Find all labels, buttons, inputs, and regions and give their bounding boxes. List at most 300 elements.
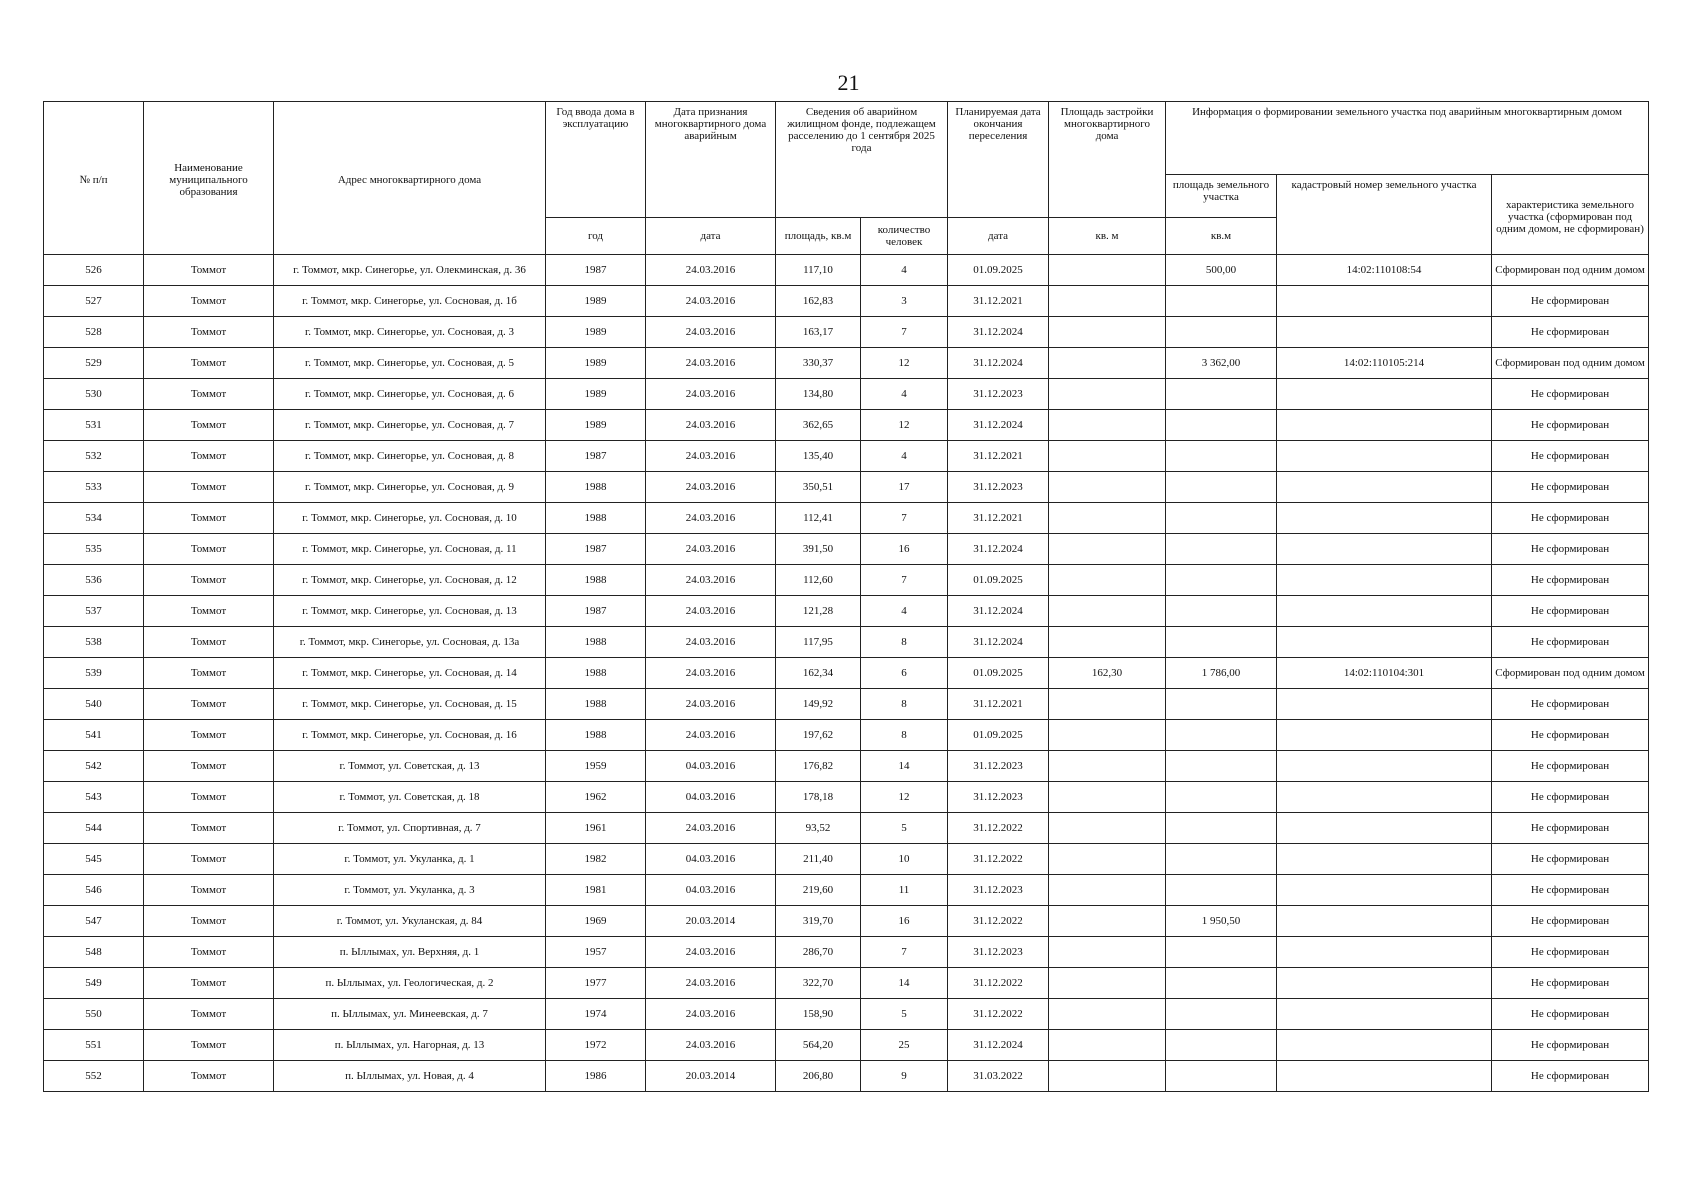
- cell-no: 543: [44, 782, 144, 813]
- table-row: [44, 596, 1649, 627]
- cell-cadastral: [1277, 689, 1492, 720]
- cell-municipality: Томмот: [144, 782, 274, 813]
- cell-people: 14: [861, 751, 948, 782]
- cell-cadastral: [1277, 782, 1492, 813]
- cell-recognition-date: 24.03.2016: [646, 503, 776, 534]
- cell-recognition-date: 24.03.2016: [646, 720, 776, 751]
- cell-municipality: Томмот: [144, 1061, 274, 1092]
- cell-land-area: [1166, 317, 1277, 348]
- cell-building-area: [1049, 782, 1166, 813]
- cell-cadastral: [1277, 999, 1492, 1030]
- cell-address: г. Томмот, мкр. Синегорье, ул. Сосновая, д. 15: [274, 689, 546, 720]
- cell-area: 112,41: [776, 503, 861, 534]
- cell-year: 1988: [546, 627, 646, 658]
- cell-recognition-date: 24.03.2016: [646, 348, 776, 379]
- cell-cadastral: [1277, 410, 1492, 441]
- cell-planned-end: 31.12.2023: [948, 875, 1049, 906]
- cell-cadastral: [1277, 286, 1492, 317]
- cell-planned-end: 31.12.2023: [948, 751, 1049, 782]
- cell-building-area: [1049, 968, 1166, 999]
- cell-recognition-date: 24.03.2016: [646, 255, 776, 286]
- cell-year: 1961: [546, 813, 646, 844]
- cell-building-area: [1049, 875, 1166, 906]
- cell-recognition-date: 24.03.2016: [646, 627, 776, 658]
- table-row: [44, 720, 1649, 751]
- cell-no: 548: [44, 937, 144, 968]
- cell-land-status: Не сформирован: [1492, 317, 1649, 348]
- cell-people: 25: [861, 1030, 948, 1061]
- cell-address: г. Томмот, мкр. Синегорье, ул. Сосновая, д. 10: [274, 503, 546, 534]
- cell-no: 536: [44, 565, 144, 596]
- cell-people: 4: [861, 255, 948, 286]
- cell-building-area: [1049, 906, 1166, 937]
- cell-area: 135,40: [776, 441, 861, 472]
- header-municipality: Наименование муниципального образования: [144, 102, 274, 255]
- cell-land-status: Не сформирован: [1492, 534, 1649, 565]
- cell-no: 541: [44, 720, 144, 751]
- cell-cadastral: [1277, 534, 1492, 565]
- cell-cadastral: [1277, 472, 1492, 503]
- cell-year: 1981: [546, 875, 646, 906]
- cell-address: г. Томмот, мкр. Синегорье, ул. Сосновая, д. 9: [274, 472, 546, 503]
- cell-planned-end: 31.12.2022: [948, 968, 1049, 999]
- cell-people: 17: [861, 472, 948, 503]
- cell-planned-end: 01.09.2025: [948, 565, 1049, 596]
- cell-year: 1988: [546, 503, 646, 534]
- cell-year: 1987: [546, 534, 646, 565]
- cell-building-area: [1049, 472, 1166, 503]
- table-row: [44, 1030, 1649, 1061]
- cell-land-status: Не сформирован: [1492, 1030, 1649, 1061]
- cell-planned-end: 31.12.2024: [948, 1030, 1049, 1061]
- cell-planned-end: 31.12.2023: [948, 379, 1049, 410]
- cell-area: 117,10: [776, 255, 861, 286]
- cell-no: 547: [44, 906, 144, 937]
- cell-no: 530: [44, 379, 144, 410]
- cell-area: 162,83: [776, 286, 861, 317]
- cell-recognition-date: 24.03.2016: [646, 565, 776, 596]
- header-recognition-date: Дата признания многоквартирного дома аварийным: [646, 102, 776, 218]
- cell-address: г. Томмот, ул. Укуланка, д. 1: [274, 844, 546, 875]
- cell-land-status: Не сформирован: [1492, 844, 1649, 875]
- cell-people: 12: [861, 348, 948, 379]
- cell-municipality: Томмот: [144, 875, 274, 906]
- cell-no: 531: [44, 410, 144, 441]
- cell-cadastral: 14:02:110105:214: [1277, 348, 1492, 379]
- cell-year: 1957: [546, 937, 646, 968]
- table-row: [44, 1061, 1649, 1092]
- cell-building-area: [1049, 1030, 1166, 1061]
- cell-address: г. Томмот, ул. Укуланка, д. 3: [274, 875, 546, 906]
- cell-year: 1988: [546, 720, 646, 751]
- cell-area: 211,40: [776, 844, 861, 875]
- cell-land-area: [1166, 751, 1277, 782]
- cell-recognition-date: 24.03.2016: [646, 968, 776, 999]
- header-unit-sqm: кв. м: [1049, 218, 1166, 255]
- cell-recognition-date: 24.03.2016: [646, 317, 776, 348]
- cell-land-status: Не сформирован: [1492, 472, 1649, 503]
- cell-recognition-date: 24.03.2016: [646, 658, 776, 689]
- cell-year: 1974: [546, 999, 646, 1030]
- cell-building-area: [1049, 844, 1166, 875]
- cell-no: 538: [44, 627, 144, 658]
- cell-people: 4: [861, 596, 948, 627]
- table-row: [44, 658, 1649, 689]
- cell-land-status: Сформирован под одним домом: [1492, 348, 1649, 379]
- cell-area: 149,92: [776, 689, 861, 720]
- table-row: [44, 255, 1649, 286]
- cell-year: 1986: [546, 1061, 646, 1092]
- cell-people: 8: [861, 720, 948, 751]
- cell-building-area: [1049, 286, 1166, 317]
- cell-land-status: Сформирован под одним домом: [1492, 255, 1649, 286]
- cell-municipality: Томмот: [144, 317, 274, 348]
- cell-no: 533: [44, 472, 144, 503]
- cell-area: 117,95: [776, 627, 861, 658]
- cell-building-area: 162,30: [1049, 658, 1166, 689]
- cell-no: 542: [44, 751, 144, 782]
- cell-building-area: [1049, 813, 1166, 844]
- cell-year: 1989: [546, 317, 646, 348]
- cell-land-area: [1166, 286, 1277, 317]
- cell-area: 93,52: [776, 813, 861, 844]
- cell-building-area: [1049, 596, 1166, 627]
- cell-land-status: Не сформирован: [1492, 565, 1649, 596]
- cell-municipality: Томмот: [144, 534, 274, 565]
- cell-cadastral: [1277, 720, 1492, 751]
- cell-building-area: [1049, 720, 1166, 751]
- cell-building-area: [1049, 379, 1166, 410]
- cell-address: г. Томмот, ул. Укуланская, д. 84: [274, 906, 546, 937]
- cell-building-area: [1049, 255, 1166, 286]
- table-row: [44, 751, 1649, 782]
- cell-land-status: Не сформирован: [1492, 503, 1649, 534]
- cell-municipality: Томмот: [144, 844, 274, 875]
- cell-land-area: 1 786,00: [1166, 658, 1277, 689]
- cell-land-status: Не сформирован: [1492, 441, 1649, 472]
- cell-land-status: Не сформирован: [1492, 999, 1649, 1030]
- cell-cadastral: [1277, 441, 1492, 472]
- cell-year: 1987: [546, 255, 646, 286]
- table-row: [44, 410, 1649, 441]
- cell-planned-end: 31.12.2021: [948, 689, 1049, 720]
- table-row: [44, 534, 1649, 565]
- cell-municipality: Томмот: [144, 1030, 274, 1061]
- cell-cadastral: [1277, 844, 1492, 875]
- cell-cadastral: [1277, 968, 1492, 999]
- cell-people: 4: [861, 441, 948, 472]
- table-row: [44, 844, 1649, 875]
- cell-area: 176,82: [776, 751, 861, 782]
- cell-planned-end: 31.12.2022: [948, 813, 1049, 844]
- cell-planned-end: 31.12.2022: [948, 906, 1049, 937]
- cell-land-status: Не сформирован: [1492, 937, 1649, 968]
- cell-address: п. Ыллымах, ул. Верхняя, д. 1: [274, 937, 546, 968]
- cell-no: 535: [44, 534, 144, 565]
- cell-planned-end: 01.09.2025: [948, 255, 1049, 286]
- table-row: [44, 286, 1649, 317]
- cell-land-status: Не сформирован: [1492, 596, 1649, 627]
- cell-recognition-date: 04.03.2016: [646, 875, 776, 906]
- cell-no: 532: [44, 441, 144, 472]
- cell-address: г. Томмот, мкр. Синегорье, ул. Сосновая, д. 12: [274, 565, 546, 596]
- cell-cadastral: [1277, 1061, 1492, 1092]
- cell-land-area: [1166, 503, 1277, 534]
- cell-municipality: Томмот: [144, 968, 274, 999]
- cell-no: 539: [44, 658, 144, 689]
- cell-address: п. Ыллымах, ул. Геологическая, д. 2: [274, 968, 546, 999]
- table-row: [44, 317, 1649, 348]
- cell-people: 7: [861, 317, 948, 348]
- table-body: [44, 255, 1649, 1092]
- cell-address: г. Томмот, ул. Советская, д. 13: [274, 751, 546, 782]
- cell-cadastral: [1277, 317, 1492, 348]
- cell-land-status: Не сформирован: [1492, 720, 1649, 751]
- table-header: [44, 102, 1649, 255]
- cell-land-area: [1166, 410, 1277, 441]
- cell-people: 12: [861, 782, 948, 813]
- cell-address: г. Томмот, мкр. Синегорье, ул. Сосновая, д. 7: [274, 410, 546, 441]
- cell-area: 162,34: [776, 658, 861, 689]
- cell-cadastral: [1277, 751, 1492, 782]
- cell-planned-end: 31.12.2024: [948, 627, 1049, 658]
- table-row: [44, 875, 1649, 906]
- header-land-area: площадь земельного участка: [1166, 175, 1277, 218]
- cell-land-area: [1166, 689, 1277, 720]
- cell-cadastral: 14:02:110104:301: [1277, 658, 1492, 689]
- table-row: [44, 472, 1649, 503]
- cell-building-area: [1049, 999, 1166, 1030]
- cell-land-status: Не сформирован: [1492, 751, 1649, 782]
- cell-people: 5: [861, 999, 948, 1030]
- cell-recognition-date: 24.03.2016: [646, 534, 776, 565]
- cell-land-area: [1166, 627, 1277, 658]
- cell-year: 1988: [546, 689, 646, 720]
- cell-address: г. Томмот, мкр. Синегорье, ул. Сосновая, д. 16: [274, 720, 546, 751]
- cell-municipality: Томмот: [144, 906, 274, 937]
- cell-no: 544: [44, 813, 144, 844]
- cell-no: 540: [44, 689, 144, 720]
- cell-people: 7: [861, 937, 948, 968]
- cell-land-area: [1166, 441, 1277, 472]
- cell-municipality: Томмот: [144, 627, 274, 658]
- cell-planned-end: 31.12.2021: [948, 286, 1049, 317]
- table-row: [44, 782, 1649, 813]
- cell-planned-end: 31.12.2024: [948, 596, 1049, 627]
- cell-recognition-date: 24.03.2016: [646, 379, 776, 410]
- cell-building-area: [1049, 751, 1166, 782]
- cell-no: 545: [44, 844, 144, 875]
- cell-building-area: [1049, 1061, 1166, 1092]
- cell-people: 12: [861, 410, 948, 441]
- cell-area: 112,60: [776, 565, 861, 596]
- cell-planned-end: 31.12.2024: [948, 410, 1049, 441]
- cell-land-status: Не сформирован: [1492, 813, 1649, 844]
- cell-planned-end: 01.09.2025: [948, 658, 1049, 689]
- cell-area: 121,28: [776, 596, 861, 627]
- cell-land-area: [1166, 999, 1277, 1030]
- header-emergency-info: Сведения об аварийном жилищном фонде, подлежащем расселению до 1 сентября 2025 года: [776, 102, 948, 218]
- cell-recognition-date: 24.03.2016: [646, 813, 776, 844]
- cell-address: п. Ыллымах, ул. Новая, д. 4: [274, 1061, 546, 1092]
- header-building-area: Площадь застройки многоквартирного дома: [1049, 102, 1166, 218]
- cell-people: 16: [861, 906, 948, 937]
- cell-municipality: Томмот: [144, 565, 274, 596]
- cell-people: 10: [861, 844, 948, 875]
- cell-land-status: Не сформирован: [1492, 906, 1649, 937]
- cell-cadastral: [1277, 813, 1492, 844]
- cell-land-status: Сформирован под одним домом: [1492, 658, 1649, 689]
- cell-area: 391,50: [776, 534, 861, 565]
- cell-municipality: Томмот: [144, 441, 274, 472]
- cell-land-area: [1166, 782, 1277, 813]
- cell-land-status: Не сформирован: [1492, 689, 1649, 720]
- cell-land-area: [1166, 968, 1277, 999]
- cell-area: 564,20: [776, 1030, 861, 1061]
- cell-area: 219,60: [776, 875, 861, 906]
- cell-area: 158,90: [776, 999, 861, 1030]
- cell-no: 546: [44, 875, 144, 906]
- header-year-built: Год ввода дома в эксплуатацию: [546, 102, 646, 218]
- cell-no: 534: [44, 503, 144, 534]
- cell-people: 7: [861, 503, 948, 534]
- cell-building-area: [1049, 565, 1166, 596]
- cell-building-area: [1049, 348, 1166, 379]
- cell-area: 330,37: [776, 348, 861, 379]
- cell-municipality: Томмот: [144, 658, 274, 689]
- header-planned-end: Планируемая дата окончания переселения: [948, 102, 1049, 218]
- cell-people: 5: [861, 813, 948, 844]
- cell-land-status: Не сформирован: [1492, 1061, 1649, 1092]
- cell-people: 7: [861, 565, 948, 596]
- header-land-info: Информация о формировании земельного участка под аварийным многоквартирным домом: [1166, 102, 1649, 175]
- cell-building-area: [1049, 534, 1166, 565]
- cell-address: г. Томмот, мкр. Синегорье, ул. Олекминская, д. 36: [274, 255, 546, 286]
- cell-address: г. Томмот, мкр. Синегорье, ул. Сосновая, д. 8: [274, 441, 546, 472]
- cell-no: 537: [44, 596, 144, 627]
- cell-no: 526: [44, 255, 144, 286]
- cell-year: 1989: [546, 348, 646, 379]
- cell-planned-end: 31.03.2022: [948, 1061, 1049, 1092]
- header-unit-people: количество человек: [861, 218, 948, 255]
- cell-land-status: Не сформирован: [1492, 968, 1649, 999]
- cell-cadastral: [1277, 1030, 1492, 1061]
- cell-planned-end: 31.12.2021: [948, 503, 1049, 534]
- cell-cadastral: [1277, 596, 1492, 627]
- cell-no: 527: [44, 286, 144, 317]
- cell-land-area: 3 362,00: [1166, 348, 1277, 379]
- cell-land-area: [1166, 379, 1277, 410]
- cell-building-area: [1049, 410, 1166, 441]
- header-cadastral: кадастровый номер земельного участка: [1277, 175, 1492, 255]
- cell-land-area: [1166, 565, 1277, 596]
- cell-recognition-date: 24.03.2016: [646, 472, 776, 503]
- cell-no: 549: [44, 968, 144, 999]
- cell-address: п. Ыллымах, ул. Нагорная, д. 13: [274, 1030, 546, 1061]
- table-row: [44, 689, 1649, 720]
- cell-land-status: Не сформирован: [1492, 875, 1649, 906]
- cell-municipality: Томмот: [144, 286, 274, 317]
- cell-people: 16: [861, 534, 948, 565]
- cell-planned-end: 31.12.2023: [948, 472, 1049, 503]
- cell-cadastral: [1277, 379, 1492, 410]
- cell-people: 14: [861, 968, 948, 999]
- cell-area: 163,17: [776, 317, 861, 348]
- cell-land-area: [1166, 813, 1277, 844]
- cell-municipality: Томмот: [144, 410, 274, 441]
- header-unit-area: площадь, кв.м: [776, 218, 861, 255]
- cell-cadastral: [1277, 875, 1492, 906]
- cell-address: г. Томмот, ул. Спортивная, д. 7: [274, 813, 546, 844]
- cell-recognition-date: 24.03.2016: [646, 410, 776, 441]
- cell-no: 551: [44, 1030, 144, 1061]
- header-land-status: характеристика земельного участка (сформирован под одним домом, не сформирован): [1492, 175, 1649, 255]
- cell-area: 322,70: [776, 968, 861, 999]
- cell-year: 1969: [546, 906, 646, 937]
- cell-planned-end: 31.12.2024: [948, 348, 1049, 379]
- cell-cadastral: [1277, 503, 1492, 534]
- cell-building-area: [1049, 937, 1166, 968]
- cell-cadastral: [1277, 937, 1492, 968]
- emergency-housing-table: [43, 101, 1649, 1092]
- cell-address: г. Томмот, мкр. Синегорье, ул. Сосновая, д. 5: [274, 348, 546, 379]
- cell-land-status: Не сформирован: [1492, 627, 1649, 658]
- cell-planned-end: 31.12.2023: [948, 937, 1049, 968]
- cell-building-area: [1049, 317, 1166, 348]
- cell-recognition-date: 24.03.2016: [646, 286, 776, 317]
- cell-recognition-date: 24.03.2016: [646, 999, 776, 1030]
- header-unit-date: дата: [646, 218, 776, 255]
- cell-land-area: [1166, 534, 1277, 565]
- cell-planned-end: 31.12.2023: [948, 782, 1049, 813]
- cell-municipality: Томмот: [144, 689, 274, 720]
- header-unit-date-end: дата: [948, 218, 1049, 255]
- cell-recognition-date: 24.03.2016: [646, 596, 776, 627]
- cell-area: 134,80: [776, 379, 861, 410]
- cell-planned-end: 31.12.2022: [948, 844, 1049, 875]
- table-row: [44, 565, 1649, 596]
- cell-address: г. Томмот, мкр. Синегорье, ул. Сосновая, д. 3: [274, 317, 546, 348]
- table-row: [44, 906, 1649, 937]
- cell-recognition-date: 04.03.2016: [646, 782, 776, 813]
- cell-year: 1989: [546, 410, 646, 441]
- cell-municipality: Томмот: [144, 596, 274, 627]
- cell-planned-end: 31.12.2024: [948, 317, 1049, 348]
- cell-municipality: Томмот: [144, 999, 274, 1030]
- cell-address: г. Томмот, мкр. Синегорье, ул. Сосновая, д. 14: [274, 658, 546, 689]
- cell-recognition-date: 04.03.2016: [646, 751, 776, 782]
- cell-land-area: [1166, 844, 1277, 875]
- cell-recognition-date: 24.03.2016: [646, 689, 776, 720]
- cell-land-status: Не сформирован: [1492, 379, 1649, 410]
- cell-people: 4: [861, 379, 948, 410]
- cell-people: 8: [861, 627, 948, 658]
- cell-year: 1989: [546, 379, 646, 410]
- cell-address: г. Томмот, мкр. Синегорье, ул. Сосновая, д. 11: [274, 534, 546, 565]
- cell-planned-end: 01.09.2025: [948, 720, 1049, 751]
- cell-municipality: Томмот: [144, 751, 274, 782]
- cell-land-area: [1166, 1030, 1277, 1061]
- header-no: № п/п: [44, 102, 144, 255]
- cell-municipality: Томмот: [144, 937, 274, 968]
- cell-people: 9: [861, 1061, 948, 1092]
- cell-address: г. Томмот, мкр. Синегорье, ул. Сосновая, д. 13а: [274, 627, 546, 658]
- cell-recognition-date: 24.03.2016: [646, 441, 776, 472]
- header-address: Адрес многоквартирного дома: [274, 102, 546, 255]
- cell-land-area: [1166, 472, 1277, 503]
- cell-year: 1982: [546, 844, 646, 875]
- table-row: [44, 379, 1649, 410]
